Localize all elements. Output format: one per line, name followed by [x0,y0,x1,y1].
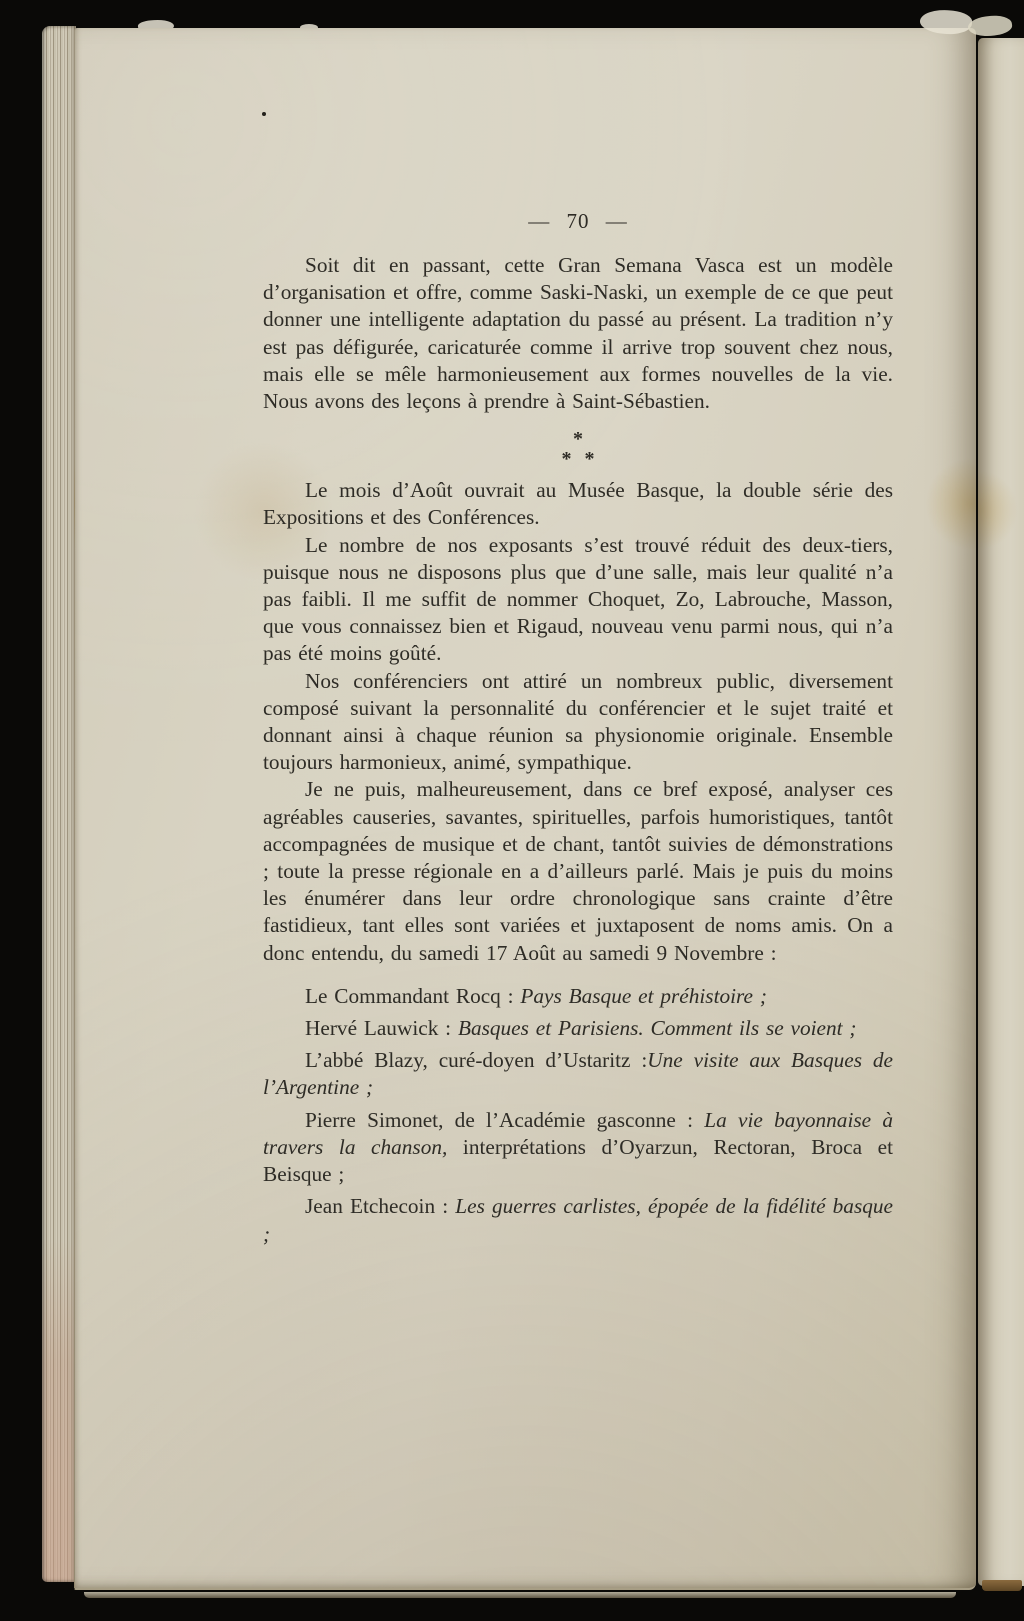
paragraph [263,252,893,415]
text-run-italic: Une visite aux Basques de l’Argentine ; [263,1048,893,1100]
next-page-bottom-edge [982,1580,1022,1591]
asterism-bottom: * * [561,448,595,471]
conference-list-item [263,1047,893,1101]
paragraph [263,477,893,531]
conference-list-item [263,983,893,1010]
text-run: L’abbé Blazy, curé-doyen d’Ustaritz : [305,1048,648,1073]
text-run: Soit dit en passant, cette Gran Semana Vasca est un modèle d’organisation et offre, comme Saski-Naski, un exemple de ce que peut donner une intelligente adaptation du passé au présent. La tradition n’y est pas défigurée, caricaturée comme il arrive trop souvent chez nous, mais elle se mêle harmonieusement aux formes nouvelles de la vie. Nous avons des leçons à prendre à Saint-Sébastien. [263,253,893,414]
conference-list-item [263,1015,893,1042]
text-run: Nos conférenciers ont attiré un nombreux public, diversement composé suivant la personnalité du conférencier et le sujet traité et donnant ainsi à chaque réunion sa physionomie originale. Ensemble toujours harmonieux, animé, sympathique. [263,668,893,775]
paragraph [263,776,893,966]
text-run: Le Commandant Rocq : [305,983,521,1008]
text-run-italic: La vie bayonnaise à travers la chanson, [263,1107,894,1159]
text-run-italic: Les guerres carlistes, épopée de la fidélité basque ; [263,1194,893,1246]
next-page-edge [978,38,1024,1586]
book-page [74,28,976,1590]
text-run: Hervé Lauwick : [305,1016,458,1041]
text-run: Je ne puis, malheureusement, dans ce bref exposé, analyser ces agréables causeries, savantes, spirituelles, parfois humoristiques, tantôt accompagnées de musique et de chant, tantôt suivies de démonstrations ; toute la presse régionale en a d’ailleurs parlé. Mais je puis du moins les énumérer dans leur ordre chronologique sans crainte d’être fastidieux, tant elles sont variées et juxtaposent de noms amis. On a donc entendu, du samedi 17 Août au samedi 9 Novembre : [263,777,893,965]
text-run: Le nombre de nos exposants s’est trouvé réduit des deux-tiers, puisque nous ne disposons plus que d’une salle, mais leur qualité n’a pas faibli. Il me suffit de nommer Choquet, Zo, Labrouche, Masson, que vous connaissez bien et Rigaud, nouveau venu parmi nous, qui n’a pas été moins goûté. [263,532,893,666]
paragraph [263,668,893,777]
text-run: interprétations d’Oyarzun, Rectoran, Broca et Beisque ; [263,1134,893,1187]
text-run: Le mois d’Août ouvrait au Musée Basque, la double série des Expositions et des Conférences. [263,478,893,530]
asterism-top: * [573,428,583,451]
text-run: Jean Etchecoin : [305,1194,456,1219]
conference-list-item [263,1107,893,1189]
asterism-ornament [263,429,893,469]
paper-speck [262,112,266,116]
page-bottom-edge [84,1592,956,1598]
text-run-italic: Pays Basque et préhistoire ; [520,983,767,1008]
page-stack-edge [42,26,76,1582]
conference-list-item [263,1193,893,1247]
paragraph [263,532,893,668]
page-number: — 70 — [528,209,628,233]
text-run: Pierre Simonet, de l’Académie gasconne : [305,1107,705,1132]
text-run-italic: Basques et Parisiens. Comment ils se voient ; [457,1016,857,1041]
text-block [263,208,893,1248]
